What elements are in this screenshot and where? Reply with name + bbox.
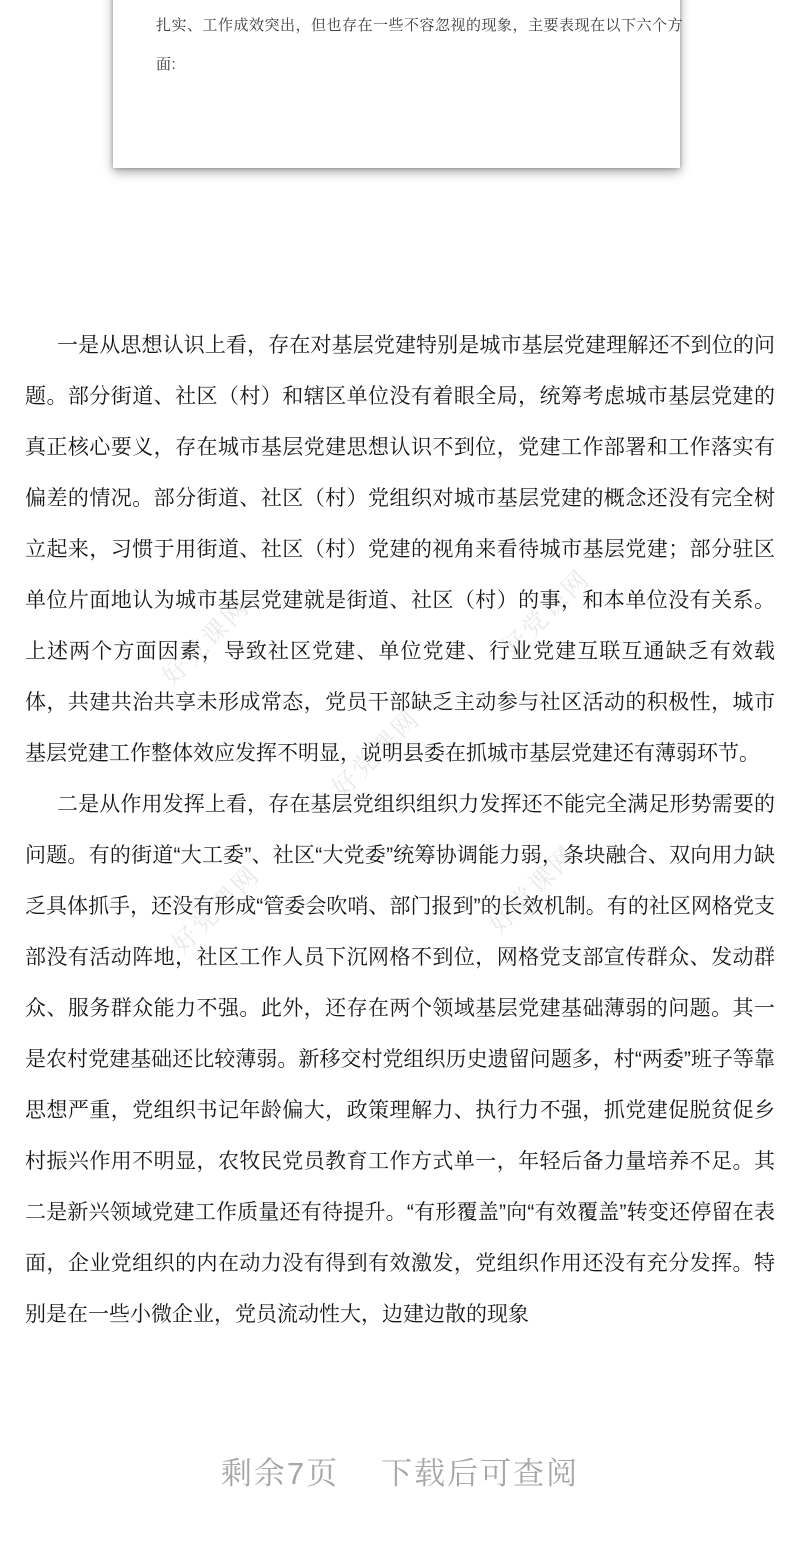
remaining-pages-notice [0,1448,800,1493]
preview-text-line: 扎实、工作成效突出，但也存在一些不容忽视的现象，主要表现在以下六个方 [156,17,684,34]
download-hint-label: 下载后可查阅 [381,1456,580,1491]
remaining-pages-label: 剩余7页 [220,1456,340,1491]
watermark-text: 好党课网 [166,859,266,959]
watermark-text: 好党课网 [483,839,583,939]
document-paragraph: 一是从思想认识上看，存在对基层党建特别是城市基层党建理解还不到位的问题。部分街道、社区（村）和辖区单位没有着眼全局，统筹考虑城市基层党建的真正核心要义，存在城市基层党建思想认识不到位，党建工作部署和工作落实有偏差的情况。部分街道、社区（村）党组织对城市基层党建的概念还没有完全树立起来，习惯于用街道、社区（村）党建的视角来看待城市基层党建；部分驻区单位片面地认为城市基层党建就是街道、社区（村）的事，和本单位没有关系。上述两个方面因素，导致社区党建、单位党建、行业党建互联互通缺乏有效载体，共建共治共享未形成常态，党员干部缺乏主动参与社区活动的积极性，城市基层党建工作整体效应发挥不明显，说明县委在抓城市基层党建还有薄弱环节。 [25,334,775,765]
watermark-text: 好党课网 [156,591,256,691]
watermark-text: 好党课网 [326,703,426,803]
document-paragraph: 二是从作用发挥上看，存在基层党组织组织力发挥还不能完全满足形势需要的问题。有的街道“大工委”、社区“大党委”统筹协调能力弱，条块融合、双向用力缺乏具体抓手，还没有形成“管委会吹哨、部门报到”的长效机制。有的社区网格党支部没有活动阵地，社区工作人员下沉网格不到位，网格党支部宣传群众、发动群众、服务群众能力不强。此外，还存在两个领域基层党建基础薄弱的问题。其一是农村党建基础还比较薄弱。新移交村党组织历史遗留问题多，村“两委”班子等靠思想严重，党组织书记年龄偏大，政策理解力、执行力不强，抓党建促脱贫促乡村振兴作用不明显，农牧民党员教育工作方式单一，年轻后备力量培养不足。其二是新兴领域党建工作质量还有待提升。“有形覆盖”向“有效覆盖”转变还停留在表面，企业党组织的内在动力没有得到有效激发，党组织作用还没有充分发挥。特别是在一些小微企业，党员流动性大，边建边散的现象 [25,793,775,1326]
watermark-text: 好党课网 [496,563,596,663]
preview-text-line: 面: [156,56,177,73]
document-preview-page [113,0,684,168]
document-body [25,320,775,1340]
